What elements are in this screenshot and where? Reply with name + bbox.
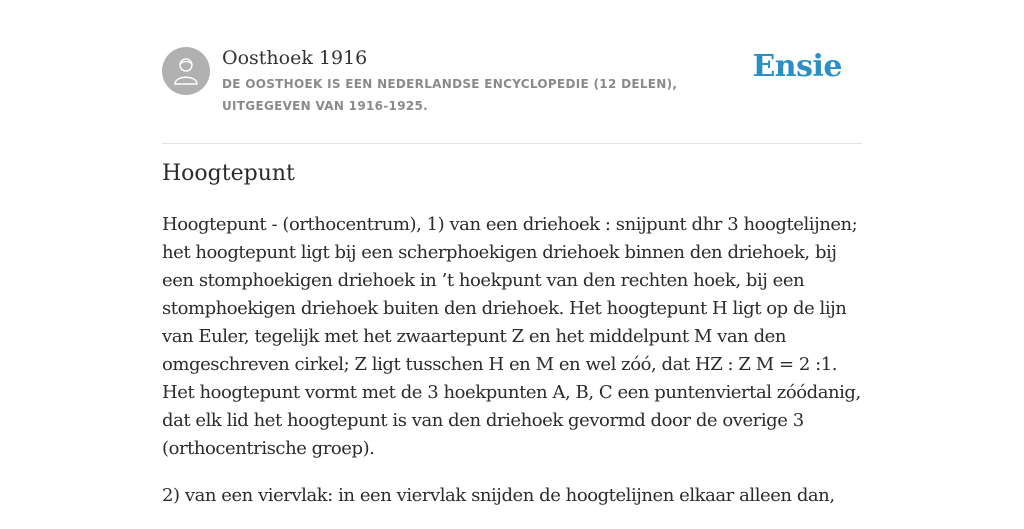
article-title: Hoogtepunt xyxy=(162,161,295,186)
avatar xyxy=(162,47,210,95)
article-paragraph: Hoogtepunt - (orthocentrum), 1) van een driehoek : snijpunt dhr 3 hoogtelijnen; het hoogtepunt ligt bij een scherphoekigen driehoek binnen den driehoek, bij een stomphoekigen driehoek in ’t hoekpunt van den rechten hoek, bij een stomphoekigen driehoek buiten den driehoek. Het hoogtepunt H ligt op de lijn van Euler, tegelijk met het zwaartepunt Z en het middelpunt M van den omgeschreven cirkel; Z ligt tusschen H en M en wel zóó, dat HZ : Z M = 2 :1. Het hoogtepunt vormt met de 3 hoekpunten A, B, C een puntenviertal zóódanig, dat elk lid het hoogtepunt is van den driehoek gevormd door de overige 3 (orthocentrische groep). xyxy=(162,214,861,459)
source-description: DE OOSTHOEK IS EEN NEDERLANDSE ENCYCLOPEDIE (12 DELEN), UITGEGEVEN VAN 1916-1925. xyxy=(222,77,678,113)
article-body xyxy=(162,211,868,529)
user-icon xyxy=(173,56,199,86)
article-paragraph: 2) van een viervlak: in een viervlak snijden de hoogtelijnen elkaar alleen dan, xyxy=(162,485,835,506)
ensie-logo-link[interactable]: Ensie xyxy=(752,49,842,84)
header-divider xyxy=(162,143,862,144)
source-title[interactable]: Oosthoek 1916 xyxy=(222,47,368,69)
source-header xyxy=(162,44,862,136)
